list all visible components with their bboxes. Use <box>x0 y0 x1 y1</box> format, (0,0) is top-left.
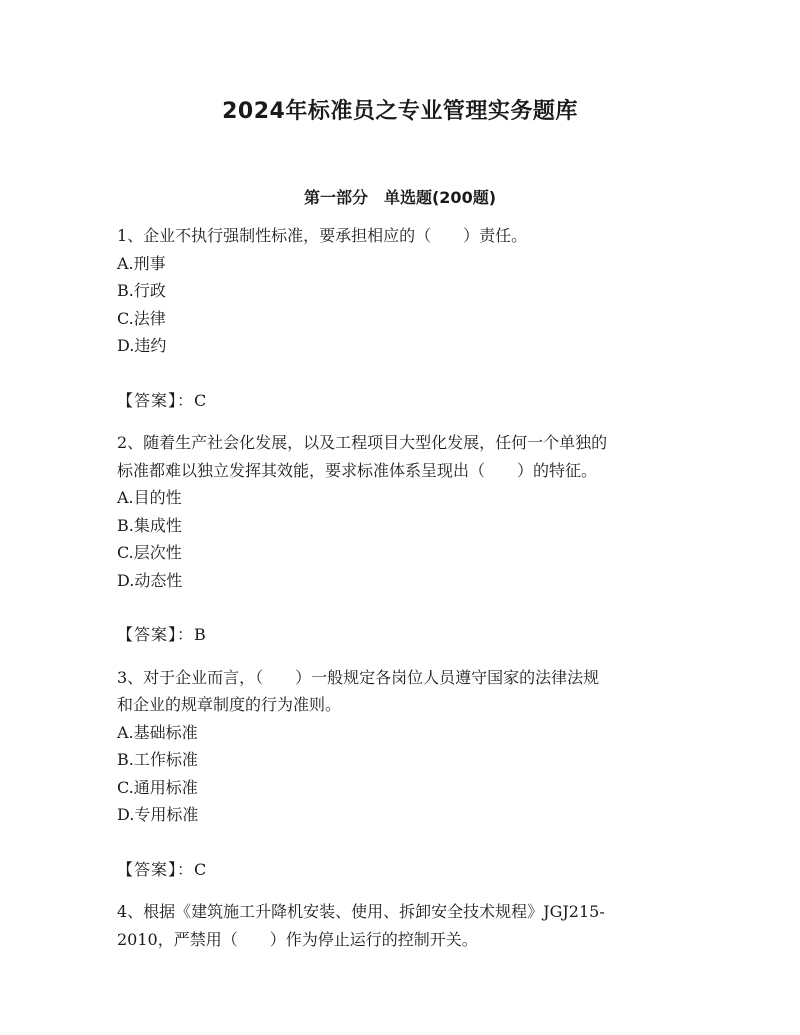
question-text-continued: 2010，严禁用（ ）作为停止运行的控制开关。 <box>117 929 478 949</box>
answer-line <box>117 856 687 884</box>
question-text-continued: 标准都难以独立发挥其效能，要求标准体系呈现出（ ）的特征。 <box>117 460 598 480</box>
question-text: 1、企业不执行强制性标准，要承担相应的（ ）责任。 <box>117 226 528 245</box>
option-a: A.目的性 <box>117 488 182 507</box>
section-heading: 第一部分 单选题(200题) <box>303 188 497 207</box>
answer-value: C <box>194 390 207 410</box>
option-a: A.刑事 <box>117 253 166 273</box>
question-text: 4、根据《建筑施工升降机安装、使用、拆卸安全技术规程》JGJ215- <box>117 902 605 921</box>
answer-value: B <box>194 625 206 644</box>
question-4 <box>117 898 687 953</box>
answer-line <box>117 621 687 649</box>
option-b: B.行政 <box>117 281 166 300</box>
answer-label: 【答案】： <box>117 390 195 410</box>
question-text: 3、对于企业而言，（ ）一般规定各岗位人员遵守国家的法律法规 <box>117 667 600 687</box>
document-title: 2024年标准员之专业管理实务题库 <box>222 99 578 124</box>
question-text-continued: 和企业的规章制度的行为准则。 <box>117 695 342 714</box>
answer-line <box>117 387 687 415</box>
option-b: B.工作标准 <box>117 750 198 769</box>
option-b: B.集成性 <box>117 515 182 535</box>
option-d: D.动态性 <box>117 570 183 590</box>
option-c: C.层次性 <box>117 543 182 562</box>
option-c: C.法律 <box>117 308 166 328</box>
question-text: 2、随着生产社会化发展，以及工程项目大型化发展，任何一个单独的 <box>117 433 608 452</box>
question-1 <box>117 222 687 414</box>
option-c: C.通用标准 <box>117 777 198 797</box>
question-2 <box>117 429 687 649</box>
option-d: D.专用标准 <box>117 805 199 824</box>
answer-value: C <box>194 859 207 879</box>
answer-label: 【答案】： <box>117 859 195 879</box>
question-3 <box>117 664 687 884</box>
answer-label: 【答案】： <box>117 625 195 644</box>
question-list <box>117 222 687 953</box>
option-d: D.违约 <box>117 336 167 355</box>
option-a: A.基础标准 <box>117 722 198 742</box>
